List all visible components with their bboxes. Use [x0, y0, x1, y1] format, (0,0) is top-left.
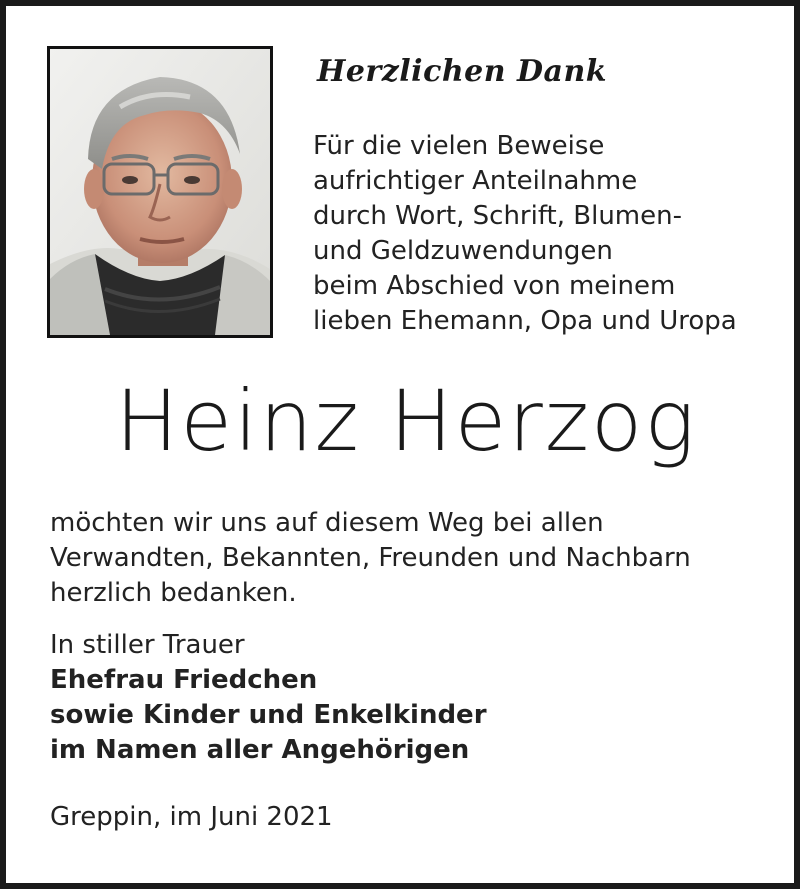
- intro-line-4: und Geldzuwendungen: [313, 236, 613, 266]
- intro-line-5: beim Abschied von meinem: [313, 271, 676, 301]
- intro-line-3: durch Wort, Schrift, Blumen-: [313, 201, 682, 231]
- intro-line-6: lieben Ehemann, Opa und Uropa: [313, 306, 737, 336]
- mourning-label: In stiller Trauer: [50, 630, 245, 660]
- mourner-line-3: im Namen aller Angehörigen: [50, 735, 470, 765]
- mourner-line-2: sowie Kinder und Enkelkinder: [50, 700, 487, 730]
- deceased-name: Heinz Herzog: [115, 372, 697, 470]
- thanks-line-3: herzlich bedanken.: [50, 578, 297, 608]
- mourner-line-1: Ehefrau Friedchen: [50, 665, 318, 695]
- intro-line-2: aufrichtiger Anteilnahme: [313, 166, 638, 196]
- portrait-photo: [47, 46, 273, 338]
- thanks-line-1: möchten wir uns auf diesem Weg bei allen: [50, 508, 604, 538]
- intro-line-1: Für die vielen Beweise: [313, 131, 605, 161]
- heading-herzlichen-dank: Herzlichen Dank: [317, 54, 608, 89]
- portrait-image: [50, 49, 270, 335]
- thanks-line-2: Verwandten, Bekannten, Freunden und Nachbarn: [50, 543, 691, 573]
- place-date: Greppin, im Juni 2021: [50, 802, 333, 832]
